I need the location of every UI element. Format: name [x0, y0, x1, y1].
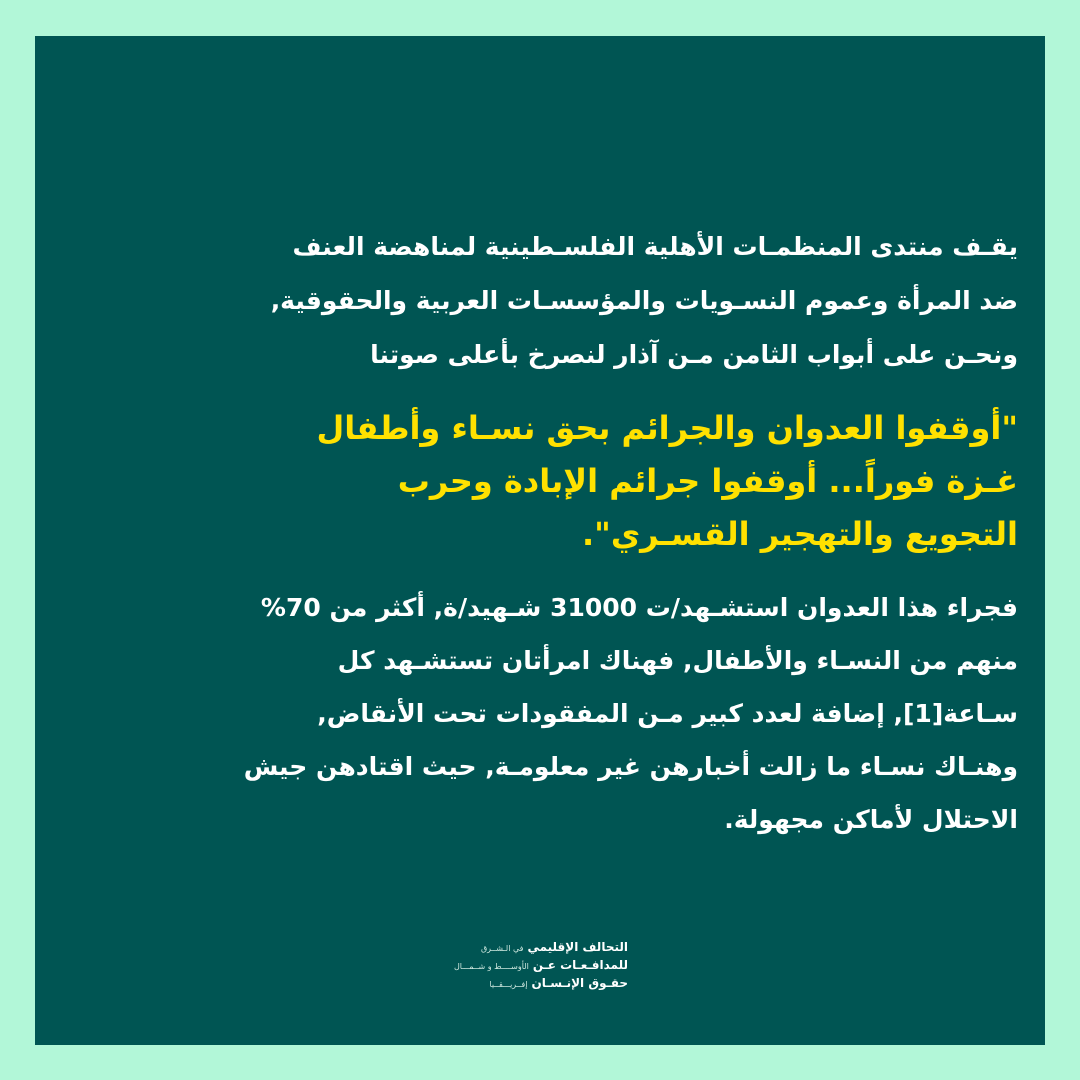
intro-line: يقـف منتدى المنظمـات الأهلية الفلسـطينية لمناهضة العنف: [292, 232, 1018, 261]
logo-sub-text: في الـشــرق: [480, 944, 524, 953]
body-line: فجراء هذا العدوان استشـهد/ت 31000 شـهيد/ة, أكثر من 70%: [260, 593, 1018, 622]
body-paragraph: [60, 581, 1018, 846]
body-line: منهم من النسـاء والأطفال, فهناك امرأتان تستشـهد كل: [337, 646, 1018, 675]
highlighted-quote: [60, 402, 1018, 561]
intro-line: ضد المرأة وعموم النسـويات والمؤسسـات العربية والحقوقية,: [270, 286, 1018, 315]
logo-sub-text: إفــريـــقــيا: [489, 980, 528, 989]
body-line: وهنـاك نسـاء ما زالت أخبارهن غير معلومـة, حيث اقتادهن جيش: [243, 752, 1018, 781]
statement-content: [60, 220, 1018, 846]
coalition-logo: [418, 940, 628, 995]
quote-line: "أوقفوا العدوان والجرائم بحق نسـاء وأطفال: [316, 409, 1018, 447]
body-line: الاحتلال لأماكن مجهولة.: [724, 805, 1018, 834]
logo-main-text: حقـوق الإنـسـان: [531, 976, 628, 990]
intro-line: ونحـن على أبواب الثامن مـن آذار لنصرخ بأعلى صوتنا: [370, 340, 1018, 369]
quote-line: غـزة فوراً... أوقفوا جرائم الإبادة وحرب: [397, 462, 1018, 500]
logo-row: [418, 958, 628, 976]
logo-row: [418, 940, 628, 958]
logo-sub-text: الأوســــط و شــمـــال: [453, 962, 529, 971]
logo-row: [418, 976, 628, 994]
body-line: سـاعة[1], إضافة لعدد كبير مـن المفقودات تحت الأنقاض,: [317, 699, 1018, 728]
logo-main-text: التحالف الإقليمي: [527, 940, 628, 954]
quote-line: التجويع والتهجير القسـري".: [582, 515, 1018, 553]
intro-paragraph: [60, 220, 1018, 382]
logo-main-text: للمدافـعـات عـن: [532, 958, 628, 972]
